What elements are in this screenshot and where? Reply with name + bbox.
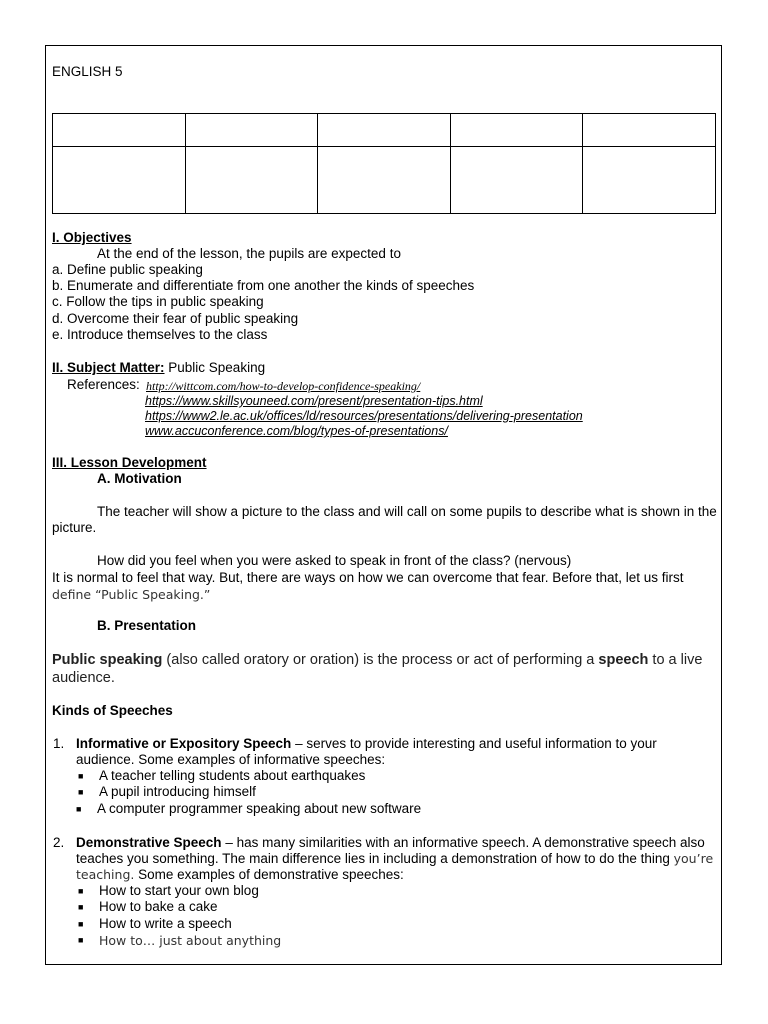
reference-link[interactable]: www.accuconference.com/blog/types-of-presentations/ [145, 424, 448, 438]
bullet-icon: ■ [78, 919, 84, 929]
table-cell [318, 114, 451, 147]
example-item: A teacher telling students about earthquakes [99, 768, 366, 783]
bullet-icon: ■ [76, 804, 82, 814]
bullet-icon: ■ [78, 771, 84, 781]
table-cell [450, 114, 583, 147]
public-speaking-definition [52, 651, 717, 687]
definition-text: (also called oratory or oration) is the process or act of performing a [162, 652, 599, 668]
kind-desc-tail: you’re teaching. [76, 851, 714, 882]
kind-informative [76, 736, 716, 768]
kind-desc: – serves to provide interesting and useful information to your audience. Some examples of informative speeches: [76, 736, 657, 767]
table-cell [185, 114, 318, 147]
kind-number: 2. [53, 835, 65, 850]
motivation-paragraph-2b: define “Public Speaking.” [52, 587, 211, 602]
motivation-paragraph-2: It is normal to feel that way. But, there are ways on how we can overcome that fear. Before that, let us first [52, 570, 684, 585]
objective-item: b. Enumerate and differentiate from one another the kinds of speeches [52, 278, 475, 293]
motivation-heading: A. Motivation [97, 471, 182, 486]
example-item: How to start your own blog [99, 883, 259, 898]
objectives-intro: At the end of the lesson, the pupils are expected to [97, 246, 401, 261]
presentation-heading: B. Presentation [97, 618, 197, 633]
subject-matter [52, 360, 265, 376]
kind-term: Informative or Expository Speech [76, 736, 292, 751]
kind-term: Demonstrative Speech [76, 835, 222, 850]
bullet-icon: ■ [78, 787, 84, 797]
document-title: ENGLISH 5 [52, 64, 123, 79]
objectives-heading: I. Objectives [52, 230, 132, 245]
subject-heading: II. Subject Matter: [52, 360, 165, 375]
example-item: A computer programmer speaking about new software [97, 801, 422, 816]
kinds-heading: Kinds of Speeches [52, 703, 173, 718]
objective-item: d. Overcome their fear of public speaking [52, 311, 299, 326]
table-cell [53, 114, 186, 147]
table-cell [583, 114, 716, 147]
lesson-heading: III. Lesson Development [52, 455, 207, 470]
example-item: How to… just about anything [99, 933, 282, 948]
example-item: How to write a speech [99, 916, 232, 931]
motivation-question: How did you feel when you were asked to speak in front of the class? (nervous) [97, 553, 572, 568]
definition-text-end: to a live audience. [52, 652, 703, 686]
table-cell [185, 147, 318, 214]
objective-item: c. Follow the tips in public speaking [52, 294, 264, 309]
kind-desc: – has many similarities with an informative speech. A demonstrative speech also teaches you something. The main difference lies in including a demonstration of how to do the thing [76, 835, 705, 866]
header-table [52, 113, 716, 214]
objective-item: a. Define public speaking [52, 262, 203, 277]
table-cell [53, 147, 186, 214]
subject-value: Public Speaking [164, 360, 266, 375]
definition-term-speech: speech [598, 652, 649, 668]
reference-link[interactable]: http://wittcom.com/how-to-develop-confidence-speaking/ [146, 379, 421, 393]
definition-term: Public speaking [52, 652, 163, 668]
objective-item: e. Introduce themselves to the class [52, 327, 268, 342]
references-label: References: [67, 377, 140, 392]
motivation-paragraph: The teacher will show a picture to the class and will call on some pupils to describe what is shown in the picture. [52, 504, 717, 535]
bullet-icon: ■ [78, 902, 84, 912]
kind-desc-tail2: Some examples of demonstrative speeches: [134, 867, 404, 882]
reference-link[interactable]: https://www.skillsyouneed.com/present/presentation-tips.html [145, 394, 483, 408]
table-cell [450, 147, 583, 214]
kind-demonstrative [76, 835, 718, 883]
table-cell [318, 147, 451, 214]
bullet-icon: ■ [78, 886, 84, 896]
kind-number: 1. [53, 736, 65, 751]
reference-link[interactable]: https://www2.le.ac.uk/offices/ld/resources/presentations/delivering-presentation [145, 409, 583, 423]
example-item: A pupil introducing himself [99, 784, 256, 799]
example-item: How to bake a cake [99, 899, 218, 914]
table-cell [583, 147, 716, 214]
bullet-icon: ■ [78, 935, 84, 945]
